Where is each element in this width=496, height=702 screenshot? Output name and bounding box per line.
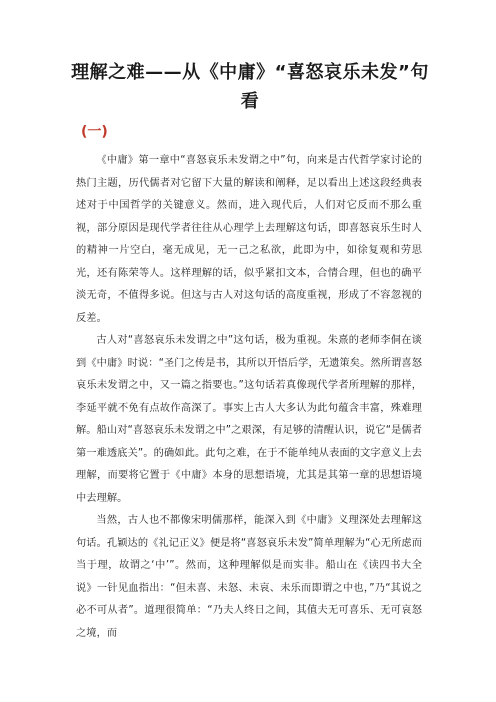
section-heading: (一) [81,124,108,140]
paragraph-1: 《中庸》第一章中“喜怒哀乐未发谓之中”句，向来是古代哲学家讨论的热门主题，历代儒者对它留下大量的解读和阐释，足以看出上述这段经典表述对于中国哲学的关键意义。然而，进入现代后，人们对它反而不那么重视，部分原因是现代学者往往从心理学上去理解这句话，即喜怒哀乐生时人的精神一片空白，毫无成见，无一己之私欲，此即为中，如徐复观和劳思光，还有陈荣等人。这样理解的话，似乎紧扣文本，合情合理，但也的确平淡无奇，不值得多说。但这与古人对这句话的高度重视，形成了不容忽视的反差。 [76,155,422,324]
document-body [76,150,422,645]
paragraph-2: 古人对“喜怒哀乐未发谓之中”这句话，极为重视。朱熹的老师李侗在谈到《中庸》时说：“圣门之传是书，其所以开悟后学，无遗策矣。然所谓喜怒哀乐未发谓之中，又一篇之指要也。”这句话若真像现代学者所理解的那样，李延平就不免有点故作高深了。事实上古人大多认为此句蕴含丰富，殊难理解。船山对“喜怒哀乐未发谓之中”之艰深，有足够的清醒认识，说它“是儒者第一难透底关”。的确如此。此句之难，在于不能单纯从表面的文字意义上去理解，而要将它置于《中庸》本身的思想语境，尤其是其第一章的思想语境中去理解。 [76,335,422,504]
document-title: 理解之难——从《中庸》“喜怒哀乐未发”句看 [71,62,429,112]
paragraph-3: 当然，古人也不都像宋明儒那样，能深入到《中庸》义理深处去理解这句话。孔颖达的《礼记正义》便是将“喜怒哀乐未发”简单理解为“心无所虑而当于理，故谓之‘中’”。然而，这种理解似是而实非。船山在《读四书大全说》一针见血指出：“但未喜、未怒、未哀、未乐而即谓之中也，”乃“其说之必不可从者”。道理很简单：“乃夫人终日之间，其值夫无可喜乐、无可哀怒之境，而 [76,515,422,639]
